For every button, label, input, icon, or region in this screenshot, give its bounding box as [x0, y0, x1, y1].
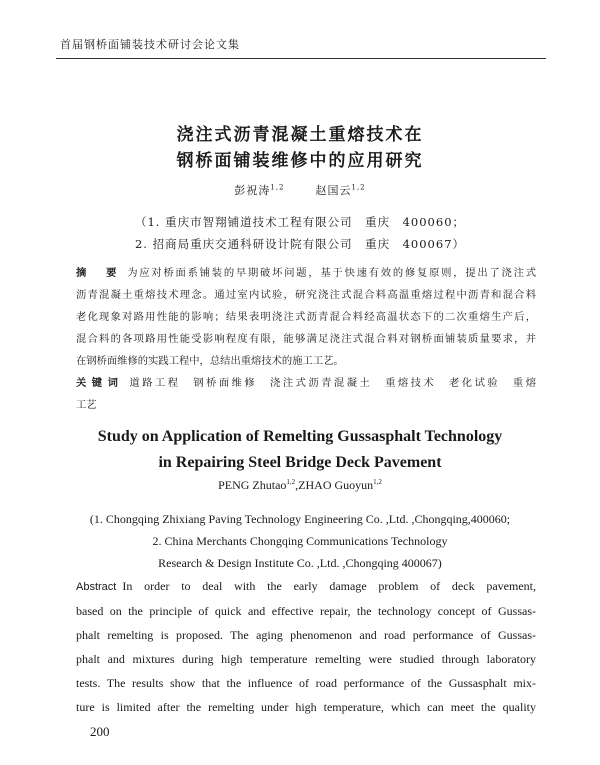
zh-title-line-1: 浇注式沥青混凝土重熔技术在: [176, 125, 424, 145]
zh-abstract-line: 混合料的各项路用性能受影响程度有限，能够满足浇注式混合料对钢桥面铺装质量要求，并: [76, 333, 536, 345]
en-author-1: PENG Zhutao: [218, 478, 287, 492]
en-title-line-2: in Repairing Steel Bridge Deck Pavement: [158, 454, 442, 471]
running-header: 首届钢桥面铺装技术研讨会论文集: [60, 38, 240, 51]
en-author-separator: ,: [295, 478, 299, 492]
zh-author-1: 彭祝涛: [234, 184, 271, 197]
zh-abstract: [76, 262, 536, 416]
zh-abstract-line: 为应对桥面系铺装的早期破坏问题，基于快速有效的修复原则，提出了浇注式: [127, 267, 537, 279]
zh-author-1-sup: 1,2: [270, 183, 285, 192]
en-abstract-label: Abstract: [76, 581, 117, 593]
zh-keywords-line-1: 道路工程 钢桥面维修 浇注式沥青混凝土 重熔技术 老化试验 重熔: [129, 377, 537, 389]
header-rule: [56, 58, 546, 59]
en-abstract-line: tests. The results show that the influence of road performance of the Gussasphalt mix-: [76, 676, 536, 690]
zh-abstract-line: 沥青混凝土重熔技术理念。通过室内试验，研究浇注式混合料高温重熔过程中沥青和混合料: [76, 289, 536, 301]
zh-author-2-sup: 1,2: [351, 183, 366, 192]
en-author-2: ZHAO Guoyun: [298, 478, 374, 492]
zh-authors: [0, 182, 600, 198]
en-affiliation-line-3: Research & Design Institute Co. ,Ltd. ,Chongqing 400067): [158, 556, 442, 570]
page-number: 200: [90, 724, 110, 739]
en-abstract-line: In order to deal with the early damage problem of deck pavement,: [122, 579, 536, 593]
en-affiliation-line-2: 2. China Merchants Chongqing Communications Technology: [152, 534, 448, 548]
zh-abstract-line: 在钢桥面维修的实践工程中，总结出重熔技术的施工工艺。: [76, 355, 344, 367]
zh-author-2: 赵国云: [315, 184, 352, 197]
en-author-2-sup: 1,2: [373, 478, 382, 486]
zh-affiliation-line-1: （1. 重庆市智翔铺道技术工程有限公司 重庆 400060；: [134, 215, 466, 229]
en-abstract-line: phalt remelting is proposed. The aging phenomenon and road performance of Gussas-: [76, 628, 536, 642]
en-affiliation-line-1: (1. Chongqing Zhixiang Paving Technology Engineering Co. ,Ltd. ,Chongqing,400060;: [89, 512, 511, 526]
zh-affiliation-line-2: 2. 招商局重庆交通科研设计院有限公司 重庆 400067）: [134, 237, 466, 251]
en-author-1-sup: 1,2: [286, 478, 296, 486]
en-title-line-1: Study on Application of Remelting Gussasphalt Technology: [97, 428, 503, 445]
zh-keywords-line-2: 工艺: [76, 399, 97, 411]
en-abstract-line: based on the principle of quick and effective repair, the technology concept of Gussas-: [76, 604, 536, 618]
zh-keywords-label: 关键词: [76, 377, 124, 389]
en-abstract-line: ture is limited after the remelting under high temperature, which can meet the quality: [76, 700, 536, 714]
en-abstract-line: phalt and mixtures during high temperature remelting were studied through laboratory: [76, 652, 536, 666]
en-authors: [0, 478, 600, 493]
zh-abstract-label: 摘 要: [76, 267, 122, 279]
en-abstract: [76, 574, 536, 719]
zh-title-line-2: 钢桥面铺装维修中的应用研究: [176, 151, 424, 171]
zh-abstract-line: 老化现象对路用性能的影响；结果表明浇注式沥青混合料经高温状态下的二次重熔生产后，: [76, 311, 536, 323]
